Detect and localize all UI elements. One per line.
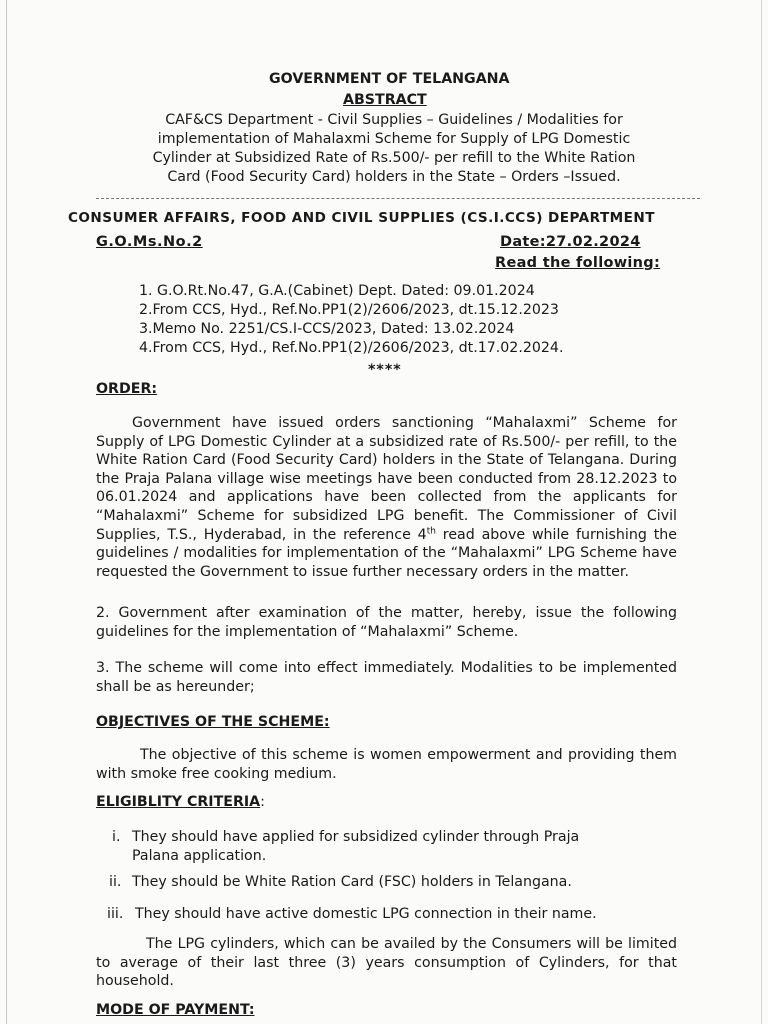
abstract-line-1: CAF&CS Department - Civil Supplies – Guidelines / Modalities for [165, 112, 623, 128]
superscript-th: th [426, 525, 436, 536]
reference-2: 2.From CCS, Hyd., Ref.No.PP1(2)/2606/2023, dt.15.12.2023 [139, 302, 559, 318]
objectives-heading: OBJECTIVES OF THE SCHEME: [96, 714, 330, 730]
order-heading: ORDER: [96, 381, 158, 397]
abstract-line-3: Cylinder at Subsidized Rate of Rs.500/- per refill to the White Ration [152, 150, 636, 166]
eligibility-item-2-text: They should be White Ration Card (FSC) holders in Telangana. [132, 874, 572, 890]
payment-heading: MODE OF PAYMENT: [96, 1002, 255, 1018]
eligibility-item-2-num: ii. [109, 874, 122, 890]
eligibility-item-1-text-cont: Palana application. [132, 848, 267, 864]
order-paragraph-3: 3. The scheme will come into effect immediately. Modalities to be implemented shall be as hereunder; [96, 660, 677, 695]
eligibility-item-1-text: They should have applied for subsidized cylinder through Praja [132, 829, 580, 845]
page-edge-left [6, 0, 7, 1024]
read-following: Read the following: [495, 255, 661, 271]
department-name: CONSUMER AFFAIRS, FOOD AND CIVIL SUPPLIES (CS.I.CCS) DEPARTMENT [68, 210, 655, 226]
government-title: GOVERNMENT OF TELANGANA [269, 71, 510, 87]
reference-3: 3.Memo No. 2251/CS.I-CCS/2023, Dated: 13.02.2024 [139, 321, 515, 337]
abstract-label: ABSTRACT [343, 92, 427, 108]
order-paragraph-1: Government have issued orders sanctioning “Mahalaxmi” Scheme for Supply of LPG Domestic Cylinder at a subsidized rate of Rs.500/- per refill, to the White Ration Card (Food Security Card) holders in the State of Telangana. During the Praja Palana village wise meetings have been conducted from 28.12.2023 to 06.01.2024 and applications have been collected from the applicants for “Mahalaxmi” Scheme for subsidized LPG benefit. The Commissioner of Civil Supplies, T.S., Hyderabad, in the reference 4th read above while furnishing the guidelines / modalities for implementation of the “Mahalaxmi” LPG Scheme have requested the Government to issue further necessary orders in the matter. [96, 415, 677, 580]
eligibility-item-3-text: They should have active domestic LPG connection in their name. [135, 906, 597, 922]
eligibility-item-1-num: i. [112, 829, 121, 845]
cylinder-limit-text: The LPG cylinders, which can be availed by the Consumers will be limited to average of their last three (3) years consumption of Cylinders, for that household. [96, 936, 677, 990]
reference-4: 4.From CCS, Hyd., Ref.No.PP1(2)/2606/2023, dt.17.02.2024. [139, 340, 564, 356]
abstract-line-4: Card (Food Security Card) holders in the State – Orders –Issued. [167, 169, 621, 185]
page-edge-right [761, 0, 762, 1024]
separator-stars: **** [368, 362, 402, 378]
abstract-divider [96, 198, 700, 199]
go-date: Date:27.02.2024 [500, 234, 641, 250]
go-number: G.O.Ms.No.2 [96, 234, 203, 250]
objectives-text: The objective of this scheme is women empowerment and providing them with smoke free cooking medium. [96, 747, 677, 782]
reference-1: 1. G.O.Rt.No.47, G.A.(Cabinet) Dept. Dated: 09.01.2024 [139, 283, 535, 299]
eligibility-item-3-num: iii. [107, 906, 124, 922]
abstract-line-2: implementation of Mahalaxmi Scheme for Supply of LPG Domestic [157, 131, 631, 147]
order-paragraph-2: 2. Government after examination of the matter, hereby, issue the following guidelines for the implementation of “Mahalaxmi” Scheme. [96, 605, 677, 640]
eligibility-heading: ELIGIBLITY CRITERIA: [96, 794, 265, 810]
